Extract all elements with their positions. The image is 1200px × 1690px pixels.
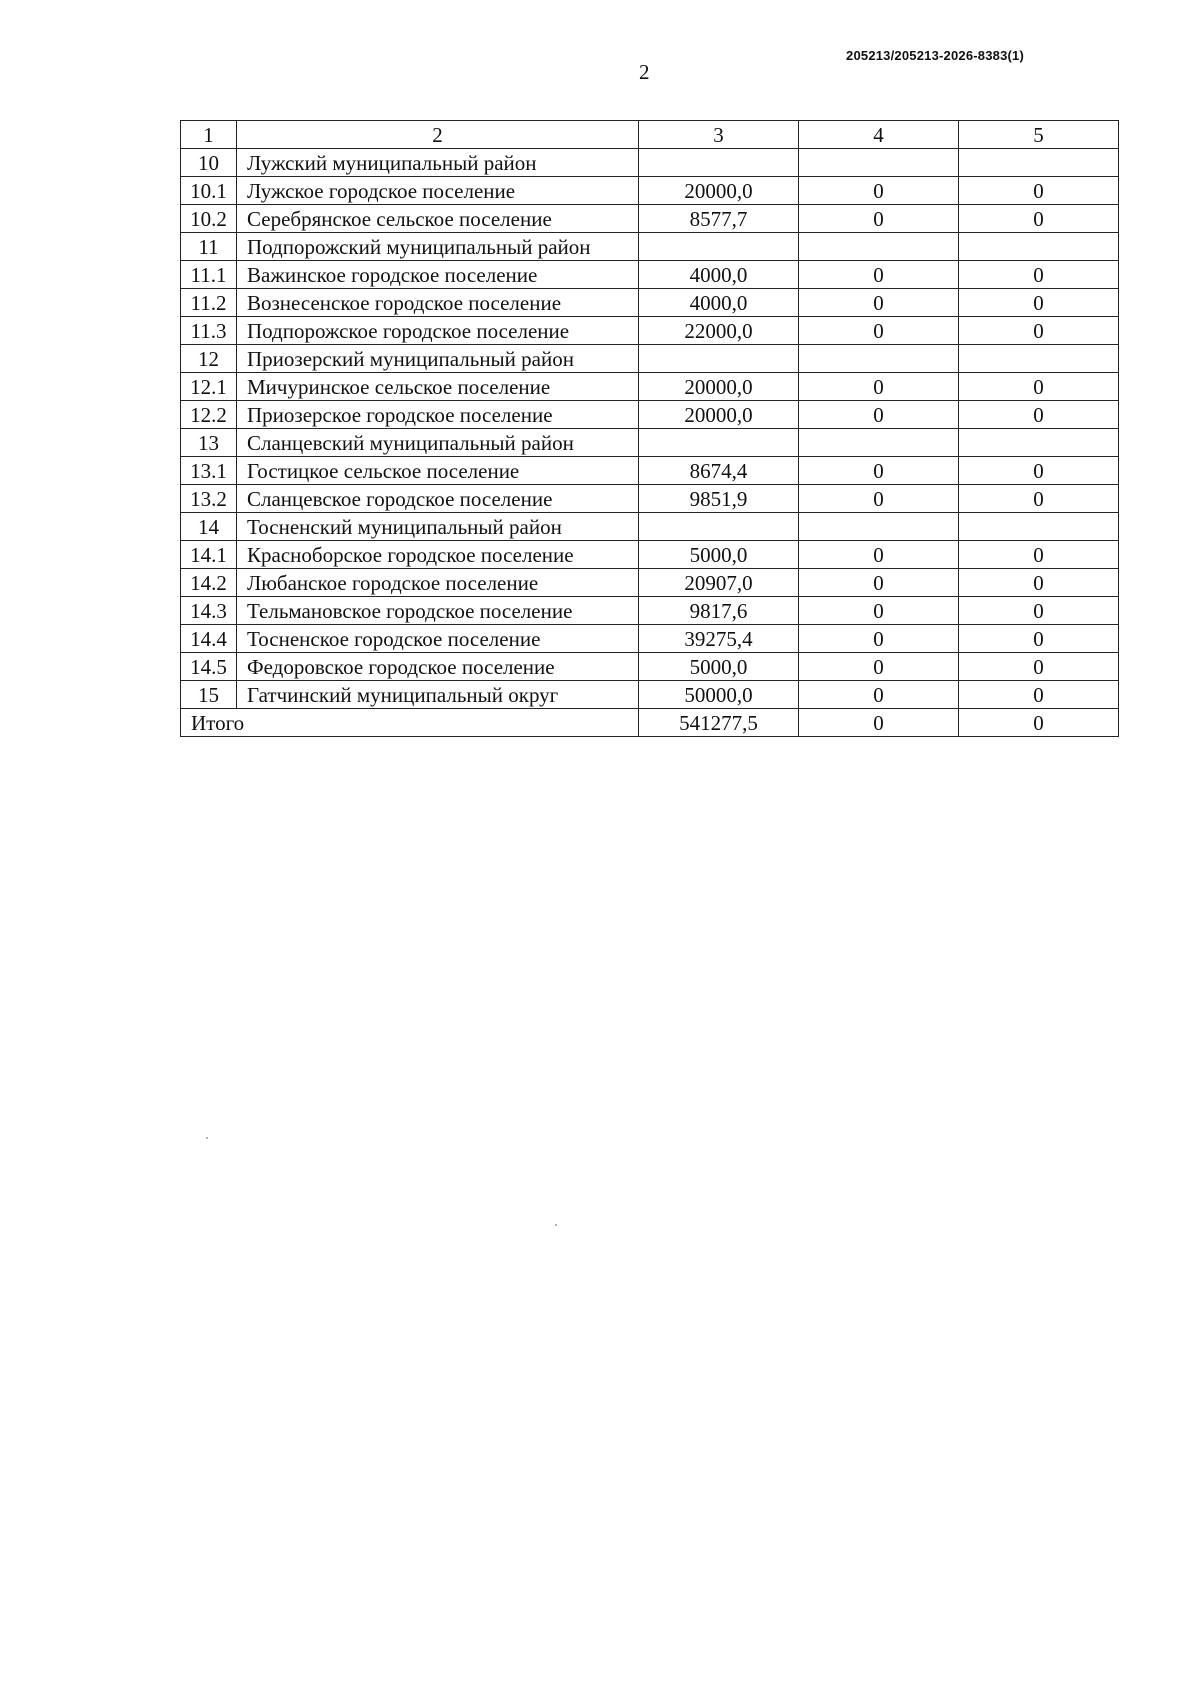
row-number: 11.2 — [181, 289, 237, 317]
row-value-col3 — [639, 345, 799, 373]
table-row — [181, 681, 1119, 709]
row-name: Лужское городское поселение — [237, 177, 639, 205]
row-value-col4 — [799, 233, 959, 261]
row-name: Вознесенское городское поселение — [237, 289, 639, 317]
table-row — [181, 205, 1119, 233]
row-number: 14.3 — [181, 597, 237, 625]
row-value-col3: 9851,9 — [639, 485, 799, 513]
row-value-col3: 5000,0 — [639, 541, 799, 569]
row-value-col5 — [959, 149, 1119, 177]
row-name: Федоровское городское поселение — [237, 653, 639, 681]
row-value-col4: 0 — [799, 177, 959, 205]
row-value-col5: 0 — [959, 457, 1119, 485]
table-row — [181, 289, 1119, 317]
row-value-col5: 0 — [959, 653, 1119, 681]
table-row — [181, 317, 1119, 345]
row-name: Лужский муниципальный район — [237, 149, 639, 177]
row-number: 13.1 — [181, 457, 237, 485]
row-value-col3: 4000,0 — [639, 261, 799, 289]
row-name: Тосненское городское поселение — [237, 625, 639, 653]
table-row — [181, 177, 1119, 205]
row-value-col3: 39275,4 — [639, 625, 799, 653]
table-row — [181, 569, 1119, 597]
row-value-col4: 0 — [799, 541, 959, 569]
table-row — [181, 401, 1119, 429]
row-name: Тосненский муниципальный район — [237, 513, 639, 541]
row-name: Приозерское городское поселение — [237, 401, 639, 429]
column-header: 1 — [181, 121, 237, 149]
row-value-col3: 20907,0 — [639, 569, 799, 597]
row-number: 10.1 — [181, 177, 237, 205]
total-value-col3: 541277,5 — [639, 709, 799, 737]
row-value-col3: 8674,4 — [639, 457, 799, 485]
row-value-col3 — [639, 429, 799, 457]
row-value-col5: 0 — [959, 289, 1119, 317]
row-value-col5 — [959, 233, 1119, 261]
row-value-col4 — [799, 149, 959, 177]
row-number: 11.1 — [181, 261, 237, 289]
row-number: 14 — [181, 513, 237, 541]
row-value-col3: 20000,0 — [639, 177, 799, 205]
row-number: 12 — [181, 345, 237, 373]
row-name: Мичуринское сельское поселение — [237, 373, 639, 401]
total-value-col4: 0 — [799, 709, 959, 737]
row-number: 13.2 — [181, 485, 237, 513]
row-name: Подпорожский муниципальный район — [237, 233, 639, 261]
column-header: 2 — [237, 121, 639, 149]
row-value-col4: 0 — [799, 205, 959, 233]
table-row — [181, 597, 1119, 625]
table-row — [181, 457, 1119, 485]
row-value-col3 — [639, 233, 799, 261]
row-value-col5: 0 — [959, 261, 1119, 289]
total-label: Итого — [181, 709, 639, 737]
row-value-col4: 0 — [799, 681, 959, 709]
row-number: 14.5 — [181, 653, 237, 681]
row-value-col3: 20000,0 — [639, 373, 799, 401]
row-value-col4: 0 — [799, 289, 959, 317]
row-value-col4: 0 — [799, 457, 959, 485]
row-value-col5: 0 — [959, 569, 1119, 597]
row-value-col4: 0 — [799, 653, 959, 681]
table-row — [181, 485, 1119, 513]
row-number: 11 — [181, 233, 237, 261]
table-row — [181, 345, 1119, 373]
table-row — [181, 373, 1119, 401]
row-number: 14.1 — [181, 541, 237, 569]
column-header: 3 — [639, 121, 799, 149]
row-name: Приозерский муниципальный район — [237, 345, 639, 373]
row-value-col4: 0 — [799, 261, 959, 289]
row-value-col4: 0 — [799, 485, 959, 513]
row-name: Сланцевский муниципальный район — [237, 429, 639, 457]
row-value-col5: 0 — [959, 625, 1119, 653]
row-value-col4 — [799, 345, 959, 373]
row-value-col3: 4000,0 — [639, 289, 799, 317]
row-value-col3: 50000,0 — [639, 681, 799, 709]
column-header: 4 — [799, 121, 959, 149]
page-number: 2 — [639, 60, 650, 84]
table-body — [181, 121, 1119, 737]
table-row — [181, 541, 1119, 569]
row-value-col4 — [799, 429, 959, 457]
row-name: Любанское городское поселение — [237, 569, 639, 597]
table-row — [181, 261, 1119, 289]
row-value-col5: 0 — [959, 177, 1119, 205]
row-number: 12.1 — [181, 373, 237, 401]
row-value-col3: 22000,0 — [639, 317, 799, 345]
total-row — [181, 709, 1119, 737]
table-row — [181, 653, 1119, 681]
row-name: Гостицкое сельское поселение — [237, 457, 639, 485]
row-value-col5: 0 — [959, 317, 1119, 345]
document-code: 205213/205213-2026-8383(1) — [846, 48, 1024, 63]
row-value-col4: 0 — [799, 569, 959, 597]
row-name: Тельмановское городское поселение — [237, 597, 639, 625]
column-header: 5 — [959, 121, 1119, 149]
table-header-row — [181, 121, 1119, 149]
row-value-col3 — [639, 149, 799, 177]
row-value-col5: 0 — [959, 373, 1119, 401]
row-value-col4 — [799, 513, 959, 541]
row-name: Сланцевское городское поселение — [237, 485, 639, 513]
row-value-col3: 8577,7 — [639, 205, 799, 233]
table-row — [181, 625, 1119, 653]
allocation-table — [180, 120, 1119, 737]
row-value-col3 — [639, 513, 799, 541]
row-value-col5: 0 — [959, 541, 1119, 569]
row-value-col5: 0 — [959, 681, 1119, 709]
row-name: Серебрянское сельское поселение — [237, 205, 639, 233]
row-number: 11.3 — [181, 317, 237, 345]
row-number: 10 — [181, 149, 237, 177]
row-name: Красноборское городское поселение — [237, 541, 639, 569]
row-value-col4: 0 — [799, 625, 959, 653]
scan-speck — [206, 1137, 208, 1139]
row-value-col4: 0 — [799, 373, 959, 401]
row-value-col5 — [959, 513, 1119, 541]
row-value-col5: 0 — [959, 597, 1119, 625]
row-value-col3: 5000,0 — [639, 653, 799, 681]
row-number: 15 — [181, 681, 237, 709]
row-name: Важинское городское поселение — [237, 261, 639, 289]
row-name: Подпорожское городское поселение — [237, 317, 639, 345]
row-value-col4: 0 — [799, 317, 959, 345]
row-number: 14.2 — [181, 569, 237, 597]
row-value-col4: 0 — [799, 401, 959, 429]
total-value-col5: 0 — [959, 709, 1119, 737]
row-value-col5 — [959, 345, 1119, 373]
row-value-col4: 0 — [799, 597, 959, 625]
row-value-col5: 0 — [959, 401, 1119, 429]
row-number: 12.2 — [181, 401, 237, 429]
row-value-col5 — [959, 429, 1119, 457]
table-row — [181, 429, 1119, 457]
table-row — [181, 513, 1119, 541]
table-row — [181, 149, 1119, 177]
row-value-col3: 20000,0 — [639, 401, 799, 429]
row-number: 13 — [181, 429, 237, 457]
row-value-col5: 0 — [959, 205, 1119, 233]
row-value-col5: 0 — [959, 485, 1119, 513]
table-row — [181, 233, 1119, 261]
scan-speck — [555, 1224, 557, 1226]
row-value-col3: 9817,6 — [639, 597, 799, 625]
row-name: Гатчинский муниципальный округ — [237, 681, 639, 709]
row-number: 10.2 — [181, 205, 237, 233]
row-number: 14.4 — [181, 625, 237, 653]
